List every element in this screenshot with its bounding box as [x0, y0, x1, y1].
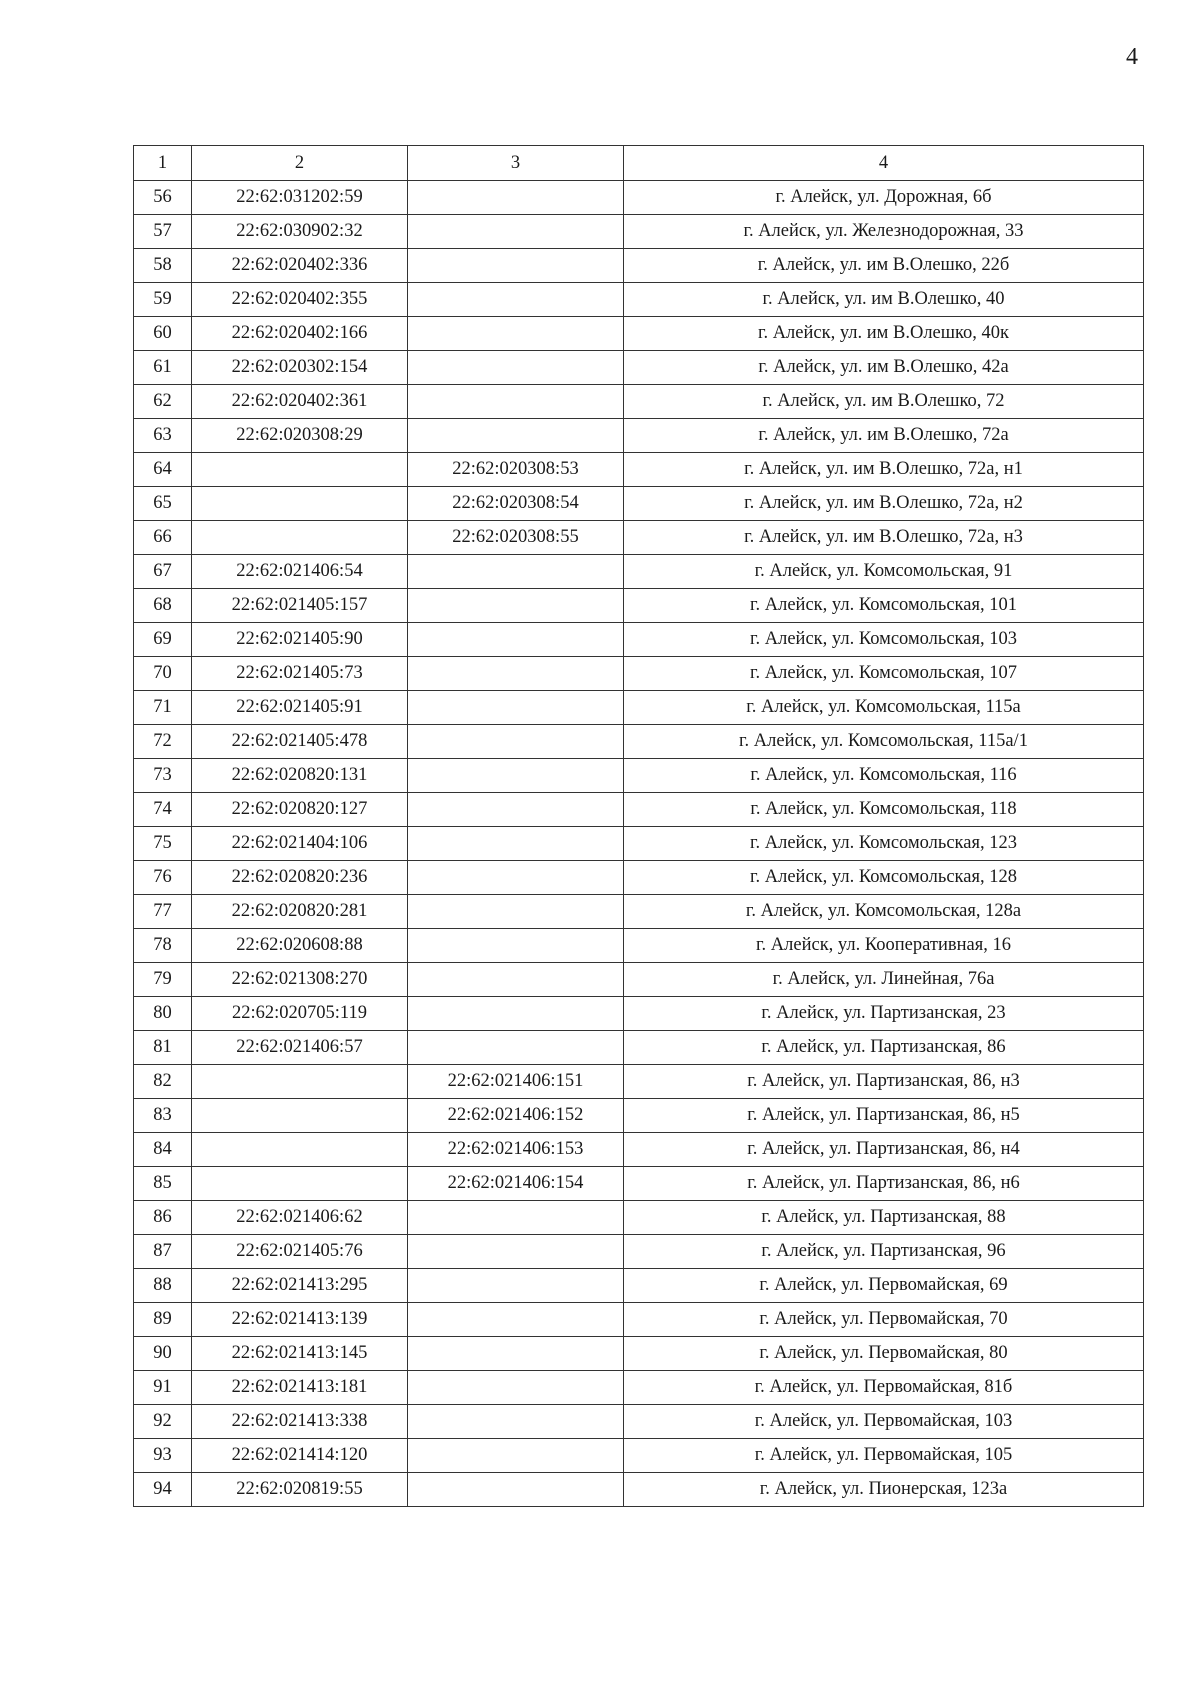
cadastral-number-cell: 22:62:020402:361 [192, 385, 408, 419]
building-number-cell [408, 181, 624, 215]
address-cell: г. Алейск, ул. Комсомольская, 118 [624, 793, 1144, 827]
address-cell: г. Алейск, ул. Дорожная, 6б [624, 181, 1144, 215]
table-row [134, 623, 1144, 657]
cadastral-number-cell [192, 1167, 408, 1201]
row-number-cell: 83 [134, 1099, 192, 1133]
cadastral-number-cell [192, 521, 408, 555]
cadastral-number-cell: 22:62:021406:54 [192, 555, 408, 589]
cadastral-number-cell [192, 1065, 408, 1099]
address-cell: г. Алейск, ул. Комсомольская, 103 [624, 623, 1144, 657]
address-cell: г. Алейск, ул. Комсомольская, 101 [624, 589, 1144, 623]
table-row [134, 963, 1144, 997]
header-cell-3: 3 [408, 146, 624, 181]
row-number-cell: 65 [134, 487, 192, 521]
row-number-cell: 93 [134, 1439, 192, 1473]
row-number-cell: 82 [134, 1065, 192, 1099]
building-number-cell [408, 793, 624, 827]
cadastral-number-cell [192, 487, 408, 521]
row-number-cell: 78 [134, 929, 192, 963]
row-number-cell: 76 [134, 861, 192, 895]
cadastral-number-cell: 22:62:020820:281 [192, 895, 408, 929]
address-cell: г. Алейск, ул. Первомайская, 70 [624, 1303, 1144, 1337]
row-number-cell: 67 [134, 555, 192, 589]
cadastral-number-cell: 22:62:021413:145 [192, 1337, 408, 1371]
cadastral-number-cell: 22:62:021405:157 [192, 589, 408, 623]
cadastral-number-cell: 22:62:020820:131 [192, 759, 408, 793]
row-number-cell: 63 [134, 419, 192, 453]
table-row [134, 385, 1144, 419]
building-number-cell: 22:62:020308:54 [408, 487, 624, 521]
address-cell: г. Алейск, ул. Первомайская, 81б [624, 1371, 1144, 1405]
row-number-cell: 75 [134, 827, 192, 861]
row-number-cell: 58 [134, 249, 192, 283]
address-cell: г. Алейск, ул. Первомайская, 105 [624, 1439, 1144, 1473]
address-cell: г. Алейск, ул. Партизанская, 23 [624, 997, 1144, 1031]
table-row [134, 657, 1144, 691]
building-number-cell [408, 385, 624, 419]
table-row [134, 283, 1144, 317]
table-row [134, 997, 1144, 1031]
table-row [134, 1439, 1144, 1473]
address-cell: г. Алейск, ул. им В.Олешко, 22б [624, 249, 1144, 283]
building-number-cell [408, 1371, 624, 1405]
row-number-cell: 86 [134, 1201, 192, 1235]
address-cell: г. Алейск, ул. Партизанская, 86, н5 [624, 1099, 1144, 1133]
building-number-cell [408, 1473, 624, 1507]
address-cell: г. Алейск, ул. им В.Олешко, 72а, н1 [624, 453, 1144, 487]
cadastral-number-cell: 22:62:020608:88 [192, 929, 408, 963]
table-header-row [134, 146, 1144, 181]
table-row [134, 1235, 1144, 1269]
address-cell: г. Алейск, ул. Первомайская, 103 [624, 1405, 1144, 1439]
table-row [134, 793, 1144, 827]
cadastral-number-cell [192, 1133, 408, 1167]
cadastral-number-cell: 22:62:030902:32 [192, 215, 408, 249]
cadastral-number-cell: 22:62:021406:62 [192, 1201, 408, 1235]
row-number-cell: 94 [134, 1473, 192, 1507]
address-cell: г. Алейск, ул. Линейная, 76а [624, 963, 1144, 997]
building-number-cell [408, 317, 624, 351]
table-row [134, 725, 1144, 759]
address-cell: г. Алейск, ул. Партизанская, 86, н4 [624, 1133, 1144, 1167]
page-number: 4 [1126, 44, 1138, 70]
cadastral-number-cell: 22:62:020819:55 [192, 1473, 408, 1507]
address-cell: г. Алейск, ул. Комсомольская, 107 [624, 657, 1144, 691]
row-number-cell: 71 [134, 691, 192, 725]
address-cell: г. Алейск, ул. Партизанская, 86, н3 [624, 1065, 1144, 1099]
address-cell: г. Алейск, ул. Пионерская, 123а [624, 1473, 1144, 1507]
address-cell: г. Алейск, ул. Первомайская, 80 [624, 1337, 1144, 1371]
table-row [134, 1099, 1144, 1133]
cadastral-number-cell: 22:62:021413:139 [192, 1303, 408, 1337]
row-number-cell: 88 [134, 1269, 192, 1303]
cadastral-number-cell: 22:62:021414:120 [192, 1439, 408, 1473]
row-number-cell: 68 [134, 589, 192, 623]
address-cell: г. Алейск, ул. Комсомольская, 128а [624, 895, 1144, 929]
cadastral-number-cell: 22:62:021413:338 [192, 1405, 408, 1439]
address-cell: г. Алейск, ул. Комсомольская, 91 [624, 555, 1144, 589]
row-number-cell: 72 [134, 725, 192, 759]
row-number-cell: 59 [134, 283, 192, 317]
table-row [134, 1201, 1144, 1235]
table-row [134, 1473, 1144, 1507]
building-number-cell [408, 1201, 624, 1235]
row-number-cell: 87 [134, 1235, 192, 1269]
cadastral-number-cell: 22:62:020705:119 [192, 997, 408, 1031]
address-cell: г. Алейск, ул. Партизанская, 86 [624, 1031, 1144, 1065]
row-number-cell: 84 [134, 1133, 192, 1167]
row-number-cell: 85 [134, 1167, 192, 1201]
building-number-cell [408, 555, 624, 589]
cadastral-number-cell: 22:62:021405:73 [192, 657, 408, 691]
building-number-cell [408, 283, 624, 317]
cadastral-table [133, 145, 1144, 1507]
table-row [134, 827, 1144, 861]
building-number-cell [408, 351, 624, 385]
building-number-cell [408, 1235, 624, 1269]
row-number-cell: 66 [134, 521, 192, 555]
row-number-cell: 61 [134, 351, 192, 385]
table-row [134, 487, 1144, 521]
address-cell: г. Алейск, ул. им В.Олешко, 42а [624, 351, 1144, 385]
row-number-cell: 74 [134, 793, 192, 827]
table-row [134, 215, 1144, 249]
cadastral-number-cell: 22:62:021405:76 [192, 1235, 408, 1269]
cadastral-number-cell: 22:62:021413:295 [192, 1269, 408, 1303]
cadastral-number-cell: 22:62:020308:29 [192, 419, 408, 453]
table-row [134, 589, 1144, 623]
cadastral-number-cell: 22:62:021406:57 [192, 1031, 408, 1065]
building-number-cell [408, 589, 624, 623]
row-number-cell: 60 [134, 317, 192, 351]
row-number-cell: 92 [134, 1405, 192, 1439]
address-cell: г. Алейск, ул. Комсомольская, 115а/1 [624, 725, 1144, 759]
address-cell: г. Алейск, ул. Комсомольская, 123 [624, 827, 1144, 861]
header-cell-4: 4 [624, 146, 1144, 181]
table-row [134, 1337, 1144, 1371]
table-row [134, 1269, 1144, 1303]
table-row [134, 1167, 1144, 1201]
address-cell: г. Алейск, ул. им В.Олешко, 72а, н3 [624, 521, 1144, 555]
row-number-cell: 73 [134, 759, 192, 793]
table-row [134, 521, 1144, 555]
table-row [134, 1371, 1144, 1405]
cadastral-number-cell [192, 453, 408, 487]
address-cell: г. Алейск, ул. Партизанская, 86, н6 [624, 1167, 1144, 1201]
table-row [134, 317, 1144, 351]
table-row [134, 419, 1144, 453]
building-number-cell [408, 725, 624, 759]
row-number-cell: 90 [134, 1337, 192, 1371]
table-row [134, 929, 1144, 963]
cadastral-number-cell: 22:62:021413:181 [192, 1371, 408, 1405]
cadastral-number-cell: 22:62:020820:236 [192, 861, 408, 895]
header-cell-2: 2 [192, 146, 408, 181]
address-cell: г. Алейск, ул. Первомайская, 69 [624, 1269, 1144, 1303]
building-number-cell [408, 1303, 624, 1337]
table-row [134, 555, 1144, 589]
building-number-cell [408, 657, 624, 691]
cadastral-number-cell: 22:62:021404:106 [192, 827, 408, 861]
row-number-cell: 79 [134, 963, 192, 997]
table-row [134, 1303, 1144, 1337]
address-cell: г. Алейск, ул. Кооперативная, 16 [624, 929, 1144, 963]
row-number-cell: 81 [134, 1031, 192, 1065]
building-number-cell [408, 895, 624, 929]
building-number-cell [408, 963, 624, 997]
building-number-cell [408, 623, 624, 657]
row-number-cell: 80 [134, 997, 192, 1031]
table-row [134, 759, 1144, 793]
table-row [134, 1133, 1144, 1167]
cadastral-number-cell: 22:62:020402:336 [192, 249, 408, 283]
address-cell: г. Алейск, ул. Комсомольская, 115а [624, 691, 1144, 725]
building-number-cell: 22:62:021406:154 [408, 1167, 624, 1201]
building-number-cell: 22:62:020308:53 [408, 453, 624, 487]
table-row [134, 1031, 1144, 1065]
address-cell: г. Алейск, ул. им В.Олешко, 72а [624, 419, 1144, 453]
building-number-cell [408, 1337, 624, 1371]
header-cell-1: 1 [134, 146, 192, 181]
table-row [134, 691, 1144, 725]
building-number-cell [408, 1031, 624, 1065]
row-number-cell: 57 [134, 215, 192, 249]
cadastral-number-cell: 22:62:031202:59 [192, 181, 408, 215]
cadastral-number-cell [192, 1099, 408, 1133]
table-row [134, 351, 1144, 385]
row-number-cell: 69 [134, 623, 192, 657]
building-number-cell [408, 249, 624, 283]
table-row [134, 1065, 1144, 1099]
address-cell: г. Алейск, ул. им В.Олешко, 40к [624, 317, 1144, 351]
building-number-cell [408, 827, 624, 861]
table-body [134, 146, 1144, 1507]
address-cell: г. Алейск, ул. им В.Олешко, 40 [624, 283, 1144, 317]
cadastral-number-cell: 22:62:020402:166 [192, 317, 408, 351]
table-row [134, 895, 1144, 929]
address-cell: г. Алейск, ул. Партизанская, 88 [624, 1201, 1144, 1235]
building-number-cell: 22:62:021406:152 [408, 1099, 624, 1133]
row-number-cell: 91 [134, 1371, 192, 1405]
address-cell: г. Алейск, ул. им В.Олешко, 72 [624, 385, 1144, 419]
cadastral-number-cell: 22:62:020402:355 [192, 283, 408, 317]
address-cell: г. Алейск, ул. Партизанская, 96 [624, 1235, 1144, 1269]
table-row [134, 453, 1144, 487]
row-number-cell: 70 [134, 657, 192, 691]
building-number-cell [408, 759, 624, 793]
table-row [134, 181, 1144, 215]
building-number-cell [408, 929, 624, 963]
building-number-cell: 22:62:021406:153 [408, 1133, 624, 1167]
building-number-cell [408, 419, 624, 453]
building-number-cell: 22:62:020308:55 [408, 521, 624, 555]
building-number-cell [408, 861, 624, 895]
table-row [134, 249, 1144, 283]
row-number-cell: 62 [134, 385, 192, 419]
address-cell: г. Алейск, ул. Комсомольская, 116 [624, 759, 1144, 793]
building-number-cell [408, 1405, 624, 1439]
row-number-cell: 56 [134, 181, 192, 215]
row-number-cell: 89 [134, 1303, 192, 1337]
cadastral-number-cell: 22:62:021308:270 [192, 963, 408, 997]
building-number-cell [408, 691, 624, 725]
row-number-cell: 64 [134, 453, 192, 487]
building-number-cell: 22:62:021406:151 [408, 1065, 624, 1099]
table-row [134, 1405, 1144, 1439]
cadastral-number-cell: 22:62:021405:91 [192, 691, 408, 725]
cadastral-number-cell: 22:62:020302:154 [192, 351, 408, 385]
row-number-cell: 77 [134, 895, 192, 929]
building-number-cell [408, 1439, 624, 1473]
cadastral-number-cell: 22:62:021405:90 [192, 623, 408, 657]
address-cell: г. Алейск, ул. Комсомольская, 128 [624, 861, 1144, 895]
address-cell: г. Алейск, ул. им В.Олешко, 72а, н2 [624, 487, 1144, 521]
table-row [134, 861, 1144, 895]
building-number-cell [408, 997, 624, 1031]
cadastral-number-cell: 22:62:021405:478 [192, 725, 408, 759]
cadastral-number-cell: 22:62:020820:127 [192, 793, 408, 827]
address-cell: г. Алейск, ул. Железнодорожная, 33 [624, 215, 1144, 249]
building-number-cell [408, 1269, 624, 1303]
building-number-cell [408, 215, 624, 249]
